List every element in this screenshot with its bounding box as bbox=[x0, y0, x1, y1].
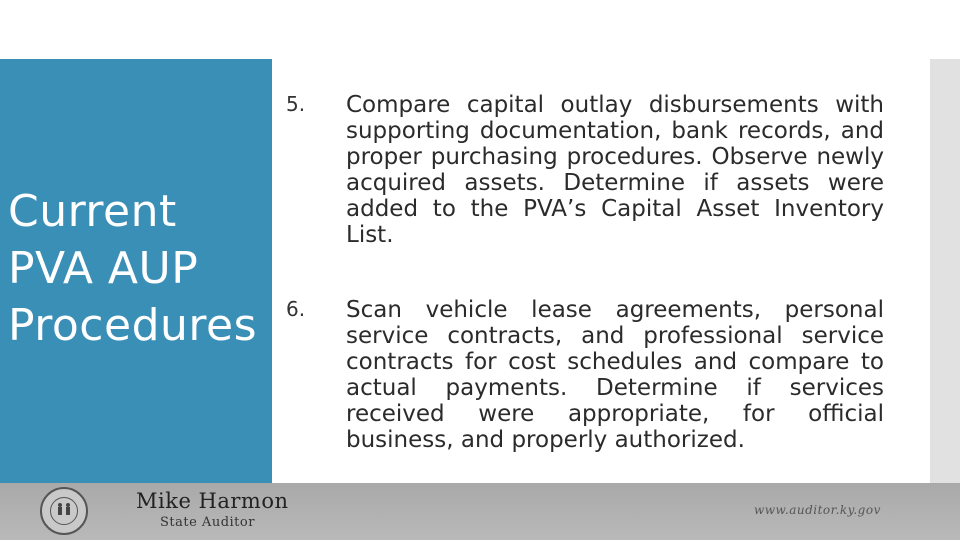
procedure-list bbox=[272, 59, 930, 483]
title-line-2: PVA AUP bbox=[8, 243, 199, 294]
seal-figures-icon bbox=[55, 502, 73, 516]
title-line-3: Procedures bbox=[8, 300, 257, 351]
title-line-1: Current bbox=[8, 186, 177, 237]
auditor-website: www.auditor.ky.gov bbox=[754, 503, 881, 517]
procedure-number: 5. bbox=[286, 92, 306, 116]
state-seal-icon bbox=[40, 487, 88, 535]
side-strip bbox=[930, 59, 960, 483]
procedure-number: 6. bbox=[286, 297, 306, 321]
procedure-text: Scan vehicle lease agreements, personal service contracts, and professional service contracts for cost schedules and compare to actual payments. Determine if services received were appropriate, for official business, and properly authorized. bbox=[346, 297, 884, 453]
auditor-role: State Auditor bbox=[160, 515, 255, 530]
procedure-text: Compare capital outlay disbursements with supporting documentation, bank records, and proper purchasing procedures. Observe newly acquired assets. Determine if assets were added to the PVA’s Capital Asset Inventory List. bbox=[346, 92, 884, 248]
footer-bar bbox=[0, 483, 960, 540]
auditor-name: Mike Harmon bbox=[136, 489, 289, 513]
slide-title bbox=[8, 183, 270, 354]
